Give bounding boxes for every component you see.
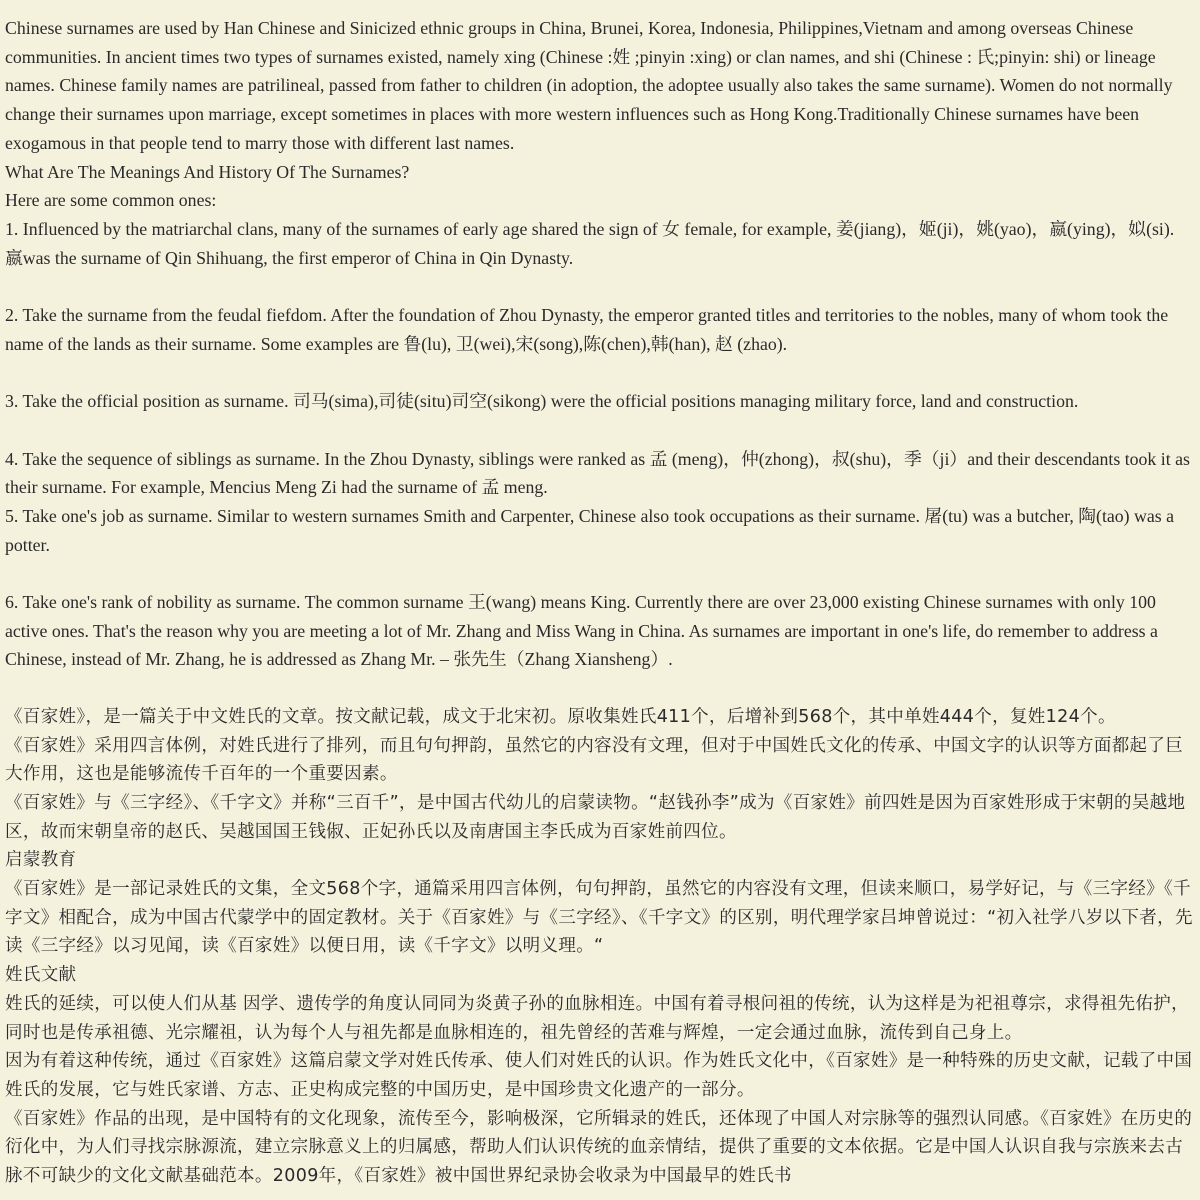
question-heading: What Are The Meanings And History Of The Surnames? [5,161,410,182]
surname-item-2: 2. Take the surname from the feudal fiefdom. After the foundation of Zhou Dynasty, the emperor granted titles and territories to the nobles, many of whom took the name of the lands as their surname. Some examples are 鲁(lu), 卫(wei),宋(song),陈(chen),韩(han), 赵 (zhao). [5,305,1169,354]
blank-line [5,272,1194,301]
chinese-paragraph: 《百家姓》与《三字经》、《千字文》并称“三百千”，是中国古代幼儿的启蒙读物。“赵钱孙李”成为《百家姓》前四姓是因为百家姓形成于宋朝的吴越地区，故而宋朝皇帝的赵氏、吴越国国王钱俶、正妃孙氏以及南唐国主李氏成为百家姓前四位。 [5,792,1186,842]
section-heading-surname-literature: 姓氏文献 [5,965,77,986]
intro-paragraph: Chinese surnames are used by Han Chinese and Sinicized ethnic groups in China, Brunei, Korea, Indonesia, Philippines,Vietnam and among overseas Chinese communities. In ancient times two types of surnames existed, namely xing (Chinese :姓 ;pinyin :xing) or clan names, and shi (Chinese : 氏;pinyin: shi) or lineage names. Chinese family names are patrilineal, passed from father to children (in adoption, the adoptee usually also takes the same surname). Women do not normally change their surnames upon marriage, except sometimes in places with more western influences such as Hong Kong.Traditionally Chinese surnames have been exogamous in that people tend to marry those with different last names. [5,18,1173,153]
chinese-paragraph: 《百家姓》，是一篇关于中文姓氏的文章。按文献记载，成文于北宋初。原收集姓氏411个，后增补到568个，其中单姓444个，复姓124个。 [5,706,1116,727]
chinese-paragraph: 《百家姓》采用四言体例，对姓氏进行了排列，而且句句押韵，虽然它的内容没有文理，但对于中国姓氏文化的传承、中国文字的认识等方面都起了巨大作用，这也是能够流传千百年的一个重要因素。 [5,735,1184,785]
chinese-paragraph: 姓氏的延续，可以使人们从基 因学、遗传学的角度认同同为炎黄子孙的血脉相连。中国有着寻根问祖的传统，认为这样是为祀祖尊宗，求得祖先佑护，同时也是传承祖德、光宗耀祖，认为每个人与祖先都是血脉相连的，祖先曾经的苦难与辉煌，一定会通过血脉，流传到自己身上。 [5,993,1190,1043]
chinese-paragraph: 《百家姓》作品的出现，是中国特有的文化现象，流传至今，影响极深，它所辑录的姓氏，还体现了中国人对宗脉等的强烈认同感。《百家姓》在历史的衍化中，为人们寻找宗脉源流，建立宗脉意义上的归属感，帮助人们认识传统的血亲情结，提供了重要的文本依据。它是中国人认识自我与宗族来去古脉不可缺少的文化文献基础范本。2009年，《百家姓》被中国世界纪录协会收录为中国最早的姓氏书 [5,1108,1193,1187]
surname-item-6: 6. Take one's rank of nobility as surname. The common surname 王(wang) means King. Currently there are over 23,000 existing Chinese surnames with only 100 active ones. That's the reason why you are meeting a lot of Mr. Zhang and Miss Wang in China. As surnames are important in one's life, do remember to address a Chinese, instead of Mr. Zhang, he is addressed as Zhang Mr. – 张先生（Zhang Xiansheng）. [5,592,1158,670]
blank-line [5,416,1194,445]
blank-line [5,559,1194,588]
chinese-paragraph: 因为有着这种传统，通过《百家姓》这篇启蒙文学对姓氏传承、使人们对姓氏的认识。作为姓氏文化中，《百家姓》是一种特殊的历史文献，记载了中国姓氏的发展，它与姓氏家谱、方志、正史构成完整的中国历史，是中国珍贵文化遗产的一部分。 [5,1051,1193,1100]
blank-line [5,358,1194,387]
chinese-paragraph: 《百家姓》是一部记录姓氏的文集，全文568个字，通篇采用四言体例，句句押韵，虽然它的内容没有文理，但读来顺口，易学好记，与《三字经》《千字文》相配合，成为中国古代蒙学中的固定教材。关于《百家姓》与《三字经》、《千字文》的区别，明代理学家吕坤曾说过：“初入社学八岁以下者，先读《三字经》以习见闻，读《百家姓》以便日用，读《千字文》以明义理。“ [5,879,1193,957]
lead-line: Here are some common ones: [5,190,217,211]
surname-item-5: 5. Take one's job as surname. Similar to western surnames Smith and Carpenter, Chinese also took occupations as their surname. 屠(tu) was a butcher, 陶(tao) was a potter. [5,505,1175,555]
surname-item-4: 4. Take the sequence of siblings as surname. In the Zhou Dynasty, siblings were ranked as 孟 (meng)，仲(zhong)，叔(shu)，季（ji）and their descendants took it as their surname. For example, Mencius Meng Zi had the surname of 孟 meng. [5,448,1190,498]
surname-item-3: 3. Take the official position as surname. 司马(sima),司徒(situ)司空(sikong) were the official positions managing military force, land and construction. [5,391,1079,412]
section-heading-enlightenment: 启蒙教育 [5,850,77,871]
surname-item-1: 1. Influenced by the matriarchal clans, many of the surnames of early age shared the sign of 女 female, for example, 姜(jiang)，姬(ji)，姚(yao)，嬴(ying)，姒(si). 嬴was the surname of Qin Shihuang, the first emperor of China in Qin Dynasty. [5,218,1175,268]
blank-line [5,674,1194,703]
